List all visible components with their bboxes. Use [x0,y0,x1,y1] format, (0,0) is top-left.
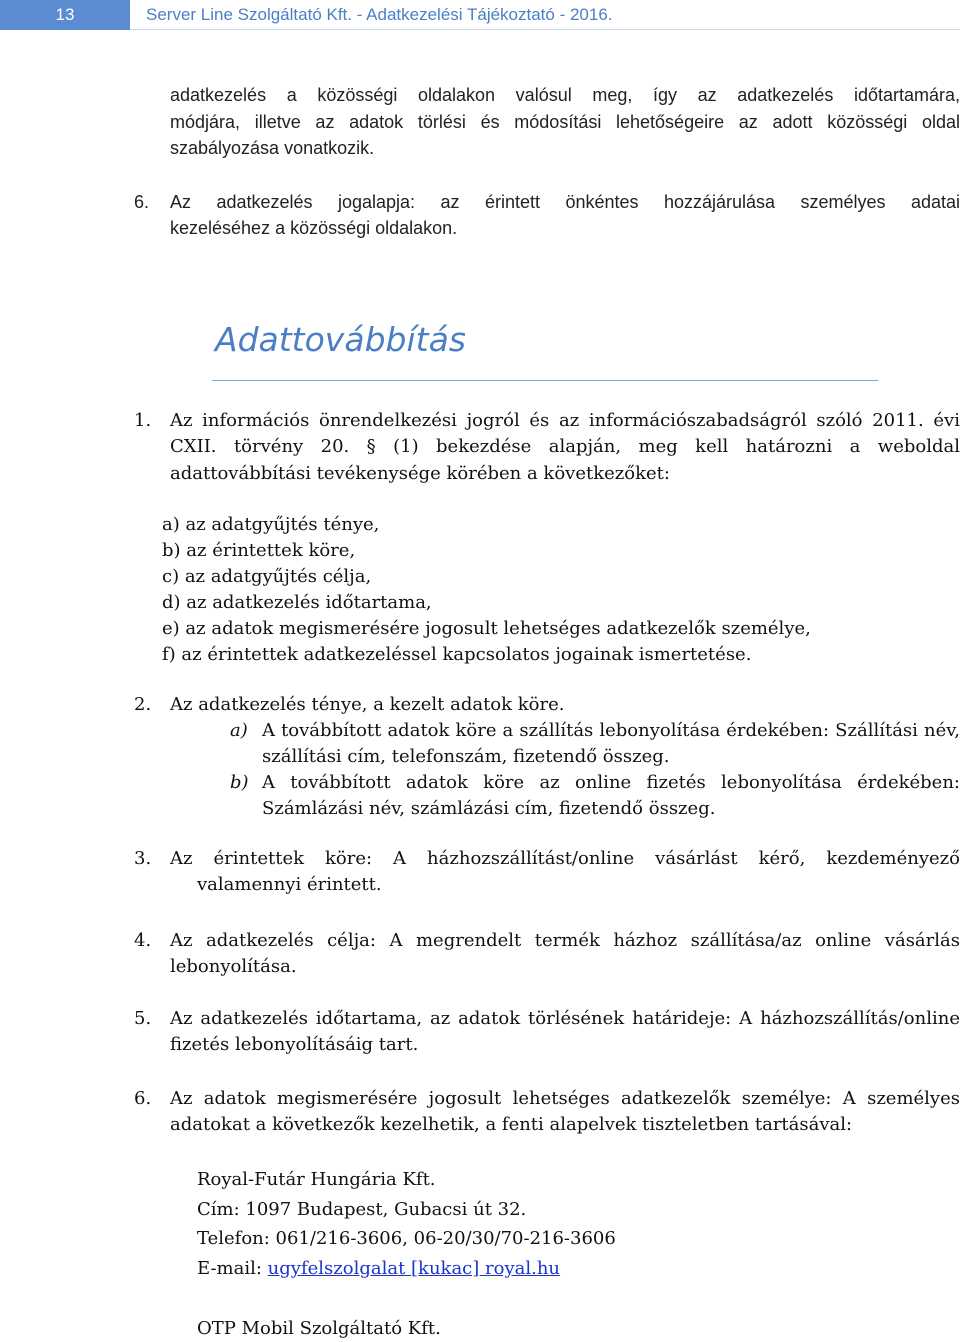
item6-number: 6. [134,1088,152,1109]
intro-line-1: adatkezelés a közösségi oldalakon valósul meg, így az adatkezelés időtartamára, [170,85,960,105]
header-divider [130,29,960,30]
item1-line-3: adattovábbítási tevékenysége körében a következőket: [170,463,670,484]
page-number-badge [0,0,130,30]
item6-line-2: adatokat a következők kezelhetik, a fenti alapelvek tiszteletben tartásával: [170,1114,853,1135]
item1-line-1: Az információs önrendelkezési jogról és az információszabadságról szóló 2011. évi [170,410,960,431]
item3-line-1: Az érintettek köre: A házhozszállítást/online vásárlást kérő, kezdeményező [170,848,960,869]
company2-name: OTP Mobil Szolgáltató Kft. [197,1318,441,1339]
item2-b-line-1: A továbbított adatok köre az online fizetés lebonyolítása érdekében: [262,772,960,793]
sublist-item-b: b) az érintettek köre, [162,540,356,561]
item4-number: 4. [134,930,152,951]
item4-line-2: lebonyolítása. [170,956,297,977]
item2-b-line-2: Számlázási név, számlázási cím, fizetendő összeg. [262,798,716,819]
item5-number: 5. [134,1008,152,1029]
intro-item6-line-1: Az adatkezelés jogalapja: az érintett önkéntes hozzájárulása személyes adatai [170,192,960,212]
item2-a-label: a) [230,720,248,741]
item2-a-line-2: szállítási cím, telefonszám, fizetendő összeg. [262,746,670,767]
item1-line-2: CXII. törvény 20. § (1) bekezdése alapján, meg kell határozni a weboldal [170,436,960,457]
sublist-item-c: c) az adatgyűjtés célja, [162,566,372,587]
item6-line-1: Az adatok megismerésére jogosult lehetséges adatkezelők személye: A személyes [170,1088,960,1109]
item5-line-2: fizetés lebonyolításáig tart. [170,1034,419,1055]
item4-line-1: Az adatkezelés célja: A megrendelt termék házhoz szállítása/az online vásárlás [170,930,960,951]
item2-b-label: b) [230,772,249,793]
document-header-title: Server Line Szolgáltató Kft. - Adatkezelési Tájékoztató - 2016. [146,5,613,24]
page-number: 13 [55,5,75,24]
item2-a-line-1: A továbbított adatok köre a szállítás lebonyolítása érdekében: Szállítási név, [262,720,960,741]
sublist-item-d: d) az adatkezelés időtartama, [162,592,432,613]
intro-line-2: módjára, illetve az adatok törlési és módosítási lehetőségeire az adott közösségi oldal [170,112,960,132]
item2-number: 2. [134,694,152,715]
sublist-item-e: e) az adatok megismerésére jogosult lehetséges adatkezelők személye, [162,618,811,639]
sublist-item-f: f) az érintettek adatkezeléssel kapcsolatos jogainak ismertetése. [162,644,752,665]
item5-line-1: Az adatkezelés időtartama, az adatok törlésének határideje: A házhozszállítás/online [170,1008,960,1029]
company1-address: Cím: 1097 Budapest, Gubacsi út 32. [197,1199,527,1220]
item2-text: Az adatkezelés ténye, a kezelt adatok köre. [170,694,565,715]
item3-number: 3. [134,848,152,869]
intro-item6-line-2: kezeléséhez a közösségi oldalakon. [170,218,458,238]
item1-number: 1. [134,410,152,431]
section-title: Adattovábbítás [215,320,466,359]
company1-phone: Telefon: 061/216-3606, 06-20/30/70-216-3606 [197,1228,616,1249]
intro-line-3: szabályozása vonatkozik. [170,138,375,158]
intro-item6-number: 6. [134,192,150,212]
item3-line-2: valamennyi érintett. [197,874,382,895]
section-divider [212,380,878,381]
company1-name: Royal-Futár Hungária Kft. [197,1169,436,1190]
company1-email-label: E-mail: [197,1258,268,1279]
company1-email-link[interactable]: ugyfelszolgalat [kukac] royal.hu [267,1258,561,1279]
company1-email-line [197,1256,560,1282]
sublist-item-a: a) az adatgyűjtés ténye, [162,514,380,535]
